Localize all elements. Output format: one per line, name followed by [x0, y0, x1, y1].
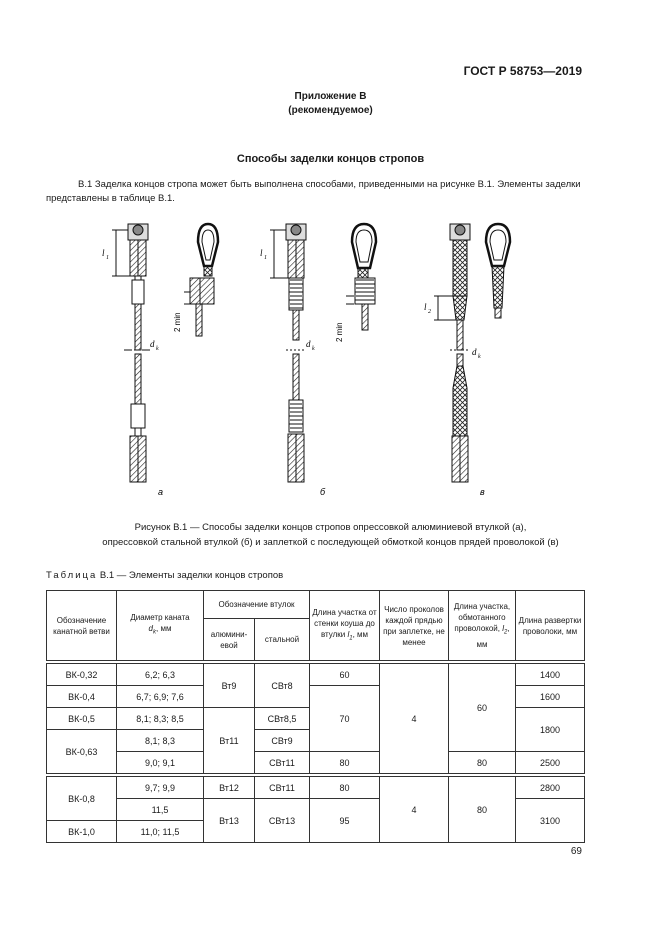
page-number: 69	[570, 846, 582, 857]
cell-unwrap: 1400	[516, 664, 585, 686]
cell-unwrap: 2500	[516, 752, 585, 774]
variant-a-drawing	[112, 224, 218, 482]
cell-length: 70	[310, 686, 380, 752]
variant-b-drawing	[270, 224, 376, 482]
cell-winding: 80	[449, 777, 516, 843]
label-dk-sub-a: k	[156, 346, 159, 352]
cell-designation: ВК-0,4	[47, 686, 117, 708]
label-l1-sub-b: 1	[264, 255, 267, 261]
table-caption-rest: В.1 — Элементы заделки концов стропов	[97, 570, 284, 581]
th-length-to-sleeve: Длина участка от стенки коуша до втулки $l_1$, мм	[310, 591, 380, 661]
cell-diameter: 8,1; 8,3; 8,5	[117, 708, 204, 730]
caption-line-1: Рисунок В.1 — Способы заделки концов стропов опрессовкой алюминиевой втулкой (а),	[134, 522, 527, 533]
figure-caption	[0, 520, 661, 550]
caption-line-2: опрессовкой стальной втулкой (б) и заплеткой с последующей обмоткой концов прядей проволокой (в)	[102, 537, 559, 548]
table-row	[47, 777, 585, 799]
figure-b1	[80, 210, 580, 500]
intro-paragraph: В.1 Заделка концов стропа может быть выполнена способами, приведенными на рисунке В.1. Элементы заделки представлены в таблице В.1.	[46, 179, 581, 204]
label-dk-a: d	[150, 339, 155, 349]
cell-steel: СВт11	[255, 777, 310, 799]
th-punctures: Число проколов каждой прядью при заплетке, не менее	[380, 591, 449, 661]
cell-designation: ВК-1,0	[47, 821, 117, 843]
cell-steel: СВт11	[255, 752, 310, 774]
cell-designation: ВК-0,63	[47, 730, 117, 774]
table-caption-prefix: Таблица	[46, 570, 98, 581]
cell-unwrap: 3100	[516, 799, 585, 843]
cell-diameter: 9,7; 9,9	[117, 777, 204, 799]
th-designation: Обозначение канатной ветви	[47, 591, 117, 661]
cell-length: 80	[310, 752, 380, 774]
label-variant-v: в	[480, 487, 485, 497]
cell-steel: СВт13	[255, 799, 310, 843]
label-dk-b: d	[306, 339, 311, 349]
cell-unwrap: 1600	[516, 686, 585, 708]
cell-length: 60	[310, 664, 380, 686]
cell-length: 80	[310, 777, 380, 799]
th-steel: стальной	[255, 619, 310, 661]
cell-alu: Вт9	[204, 664, 255, 708]
cell-length: 95	[310, 799, 380, 843]
section-title: Способы заделки концов стропов	[236, 153, 425, 165]
cell-diameter: 6,2; 6,3	[117, 664, 204, 686]
cell-steel: СВт8	[255, 664, 310, 708]
label-l1-b: l	[260, 248, 263, 258]
th-aluminum: алюмини-евой	[204, 619, 255, 661]
cell-alu: Вт11	[204, 708, 255, 774]
cell-alu: Вт13	[204, 799, 255, 843]
cell-steel: СВт9	[255, 730, 310, 752]
cell-designation: ВК-0,5	[47, 708, 117, 730]
cell-designation: ВК-0,32	[47, 664, 117, 686]
th-unwrap: Длина развертки проволоки, мм	[516, 591, 585, 661]
cell-diameter: 8,1; 8,3	[117, 730, 204, 752]
th-winding: Длина участка, обмотанного проволокой, $l_2$, мм	[449, 591, 516, 661]
label-variant-b: б	[320, 487, 326, 497]
table-row	[47, 752, 585, 774]
label-2min-a: 2 min	[173, 312, 182, 332]
table-caption	[46, 570, 283, 581]
label-l1-a: l	[102, 248, 105, 258]
cell-diameter: 6,7; 6,9; 7,6	[117, 686, 204, 708]
label-dk-v: d	[472, 347, 477, 357]
cell-steel: СВт8,5	[255, 708, 310, 730]
label-dk-sub-v: k	[478, 354, 481, 360]
th-sleeve: Обозначение втулок	[204, 591, 310, 619]
cell-diameter: 9,0; 9,1	[117, 752, 204, 774]
cell-winding: 60	[449, 664, 516, 752]
cell-winding: 80	[449, 752, 516, 774]
label-l1-sub-a: 1	[106, 255, 109, 261]
cell-punctures: 4	[380, 777, 449, 843]
label-dk-sub-b: k	[312, 346, 315, 352]
cell-unwrap: 1800	[516, 708, 585, 752]
label-2min-b: 2 min	[335, 322, 344, 342]
cell-designation: ВК-0,8	[47, 777, 117, 821]
label-variant-a: а	[158, 487, 164, 497]
cell-alu: Вт12	[204, 777, 255, 799]
cell-unwrap: 2800	[516, 777, 585, 799]
th-diameter: Диаметр каната $d_k$, мм	[117, 591, 204, 661]
appendix-subtitle: (рекомендуемое)	[288, 105, 373, 116]
cell-punctures: 4	[380, 664, 449, 774]
label-l2-sub: 2	[428, 309, 431, 315]
appendix-title: Приложение В	[294, 91, 367, 102]
standard-number: ГОСТ Р 58753—2019	[463, 64, 582, 78]
label-l2: l	[424, 302, 427, 312]
cell-diameter: 11,5	[117, 799, 204, 821]
table-row	[47, 664, 585, 686]
elements-table	[46, 590, 585, 843]
cell-diameter: 11,0; 11,5	[117, 821, 204, 843]
